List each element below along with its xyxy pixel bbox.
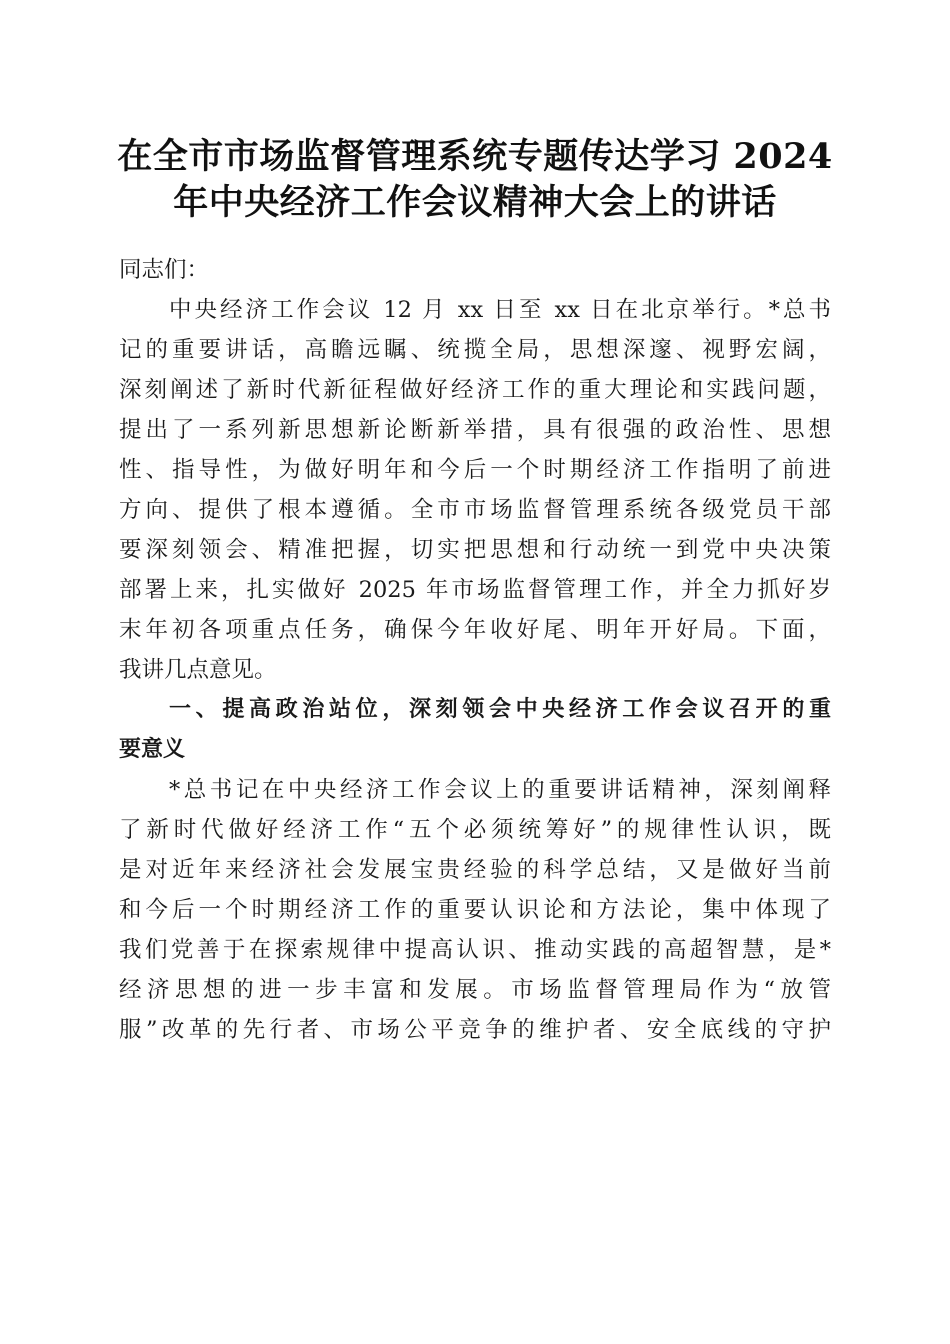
paragraph-line: 末年初各项重点任务，确保今年收好尾、明年开好局。下面， <box>119 617 831 643</box>
paragraph-intro <box>119 290 831 690</box>
paragraph-line: 我讲几点意见。 <box>119 657 277 683</box>
paragraph-line: 和今后一个时期经济工作的重要认识论和方法论，集中体现了 <box>119 897 831 923</box>
salutation: 同志们： <box>119 257 210 283</box>
paragraph-line: 深刻阐述了新时代新征程做好经济工作的重大理论和实践问题， <box>119 377 831 403</box>
heading-line: 一、提高政治站位，深刻领会中央经济工作会议召开的重 <box>169 697 831 722</box>
paragraph-line: 服”改革的先行者、市场公平竞争的维护者、安全底线的守护 <box>119 1017 831 1043</box>
paragraph-line: 提出了一系列新思想新论断新举措，具有很强的政治性、思想 <box>119 417 831 443</box>
paragraph-line: *总书记在中央经济工作会议上的重要讲话精神，深刻阐释 <box>169 777 831 803</box>
paragraph-line: 部署上来，扎实做好 2025 年市场监督管理工作，并全力抓好岁 <box>119 577 831 603</box>
document-body <box>119 250 831 1050</box>
paragraph-line: 了新时代做好经济工作“五个必须统筹好”的规律性认识，既 <box>119 817 831 843</box>
heading-line: 要意义 <box>119 737 186 762</box>
paragraph-line: 我们党善于在探索规律中提高认识、推动实践的高超智慧，是* <box>119 937 831 963</box>
document-title <box>110 134 840 226</box>
title-line: 年中央经济工作会议精神大会上的讲话 <box>173 182 777 223</box>
paragraph-line: 方向、提供了根本遵循。全市市场监督管理系统各级党员干部 <box>119 497 831 523</box>
section-heading-1 <box>119 690 831 770</box>
paragraph-line: 要深刻领会、精准把握，切实把思想和行动统一到党中央决策 <box>119 537 831 563</box>
paragraph-line: 性、指导性，为做好明年和今后一个时期经济工作指明了前进 <box>119 457 831 483</box>
paragraph-line: 是对近年来经济社会发展宝贵经验的科学总结，又是做好当前 <box>119 857 831 883</box>
paragraph-section-1 <box>119 770 831 1050</box>
title-line: 在全市市场监督管理系统专题传达学习 2024 <box>117 136 833 177</box>
paragraph-line: 记的重要讲话，高瞻远瞩、统揽全局，思想深邃、视野宏阔， <box>119 337 831 363</box>
paragraph-line: 经济思想的进一步丰富和发展。市场监督管理局作为“放管 <box>119 977 831 1003</box>
paragraph-line: 中央经济工作会议 12 月 xx 日至 xx 日在北京举行。*总书 <box>169 297 831 323</box>
